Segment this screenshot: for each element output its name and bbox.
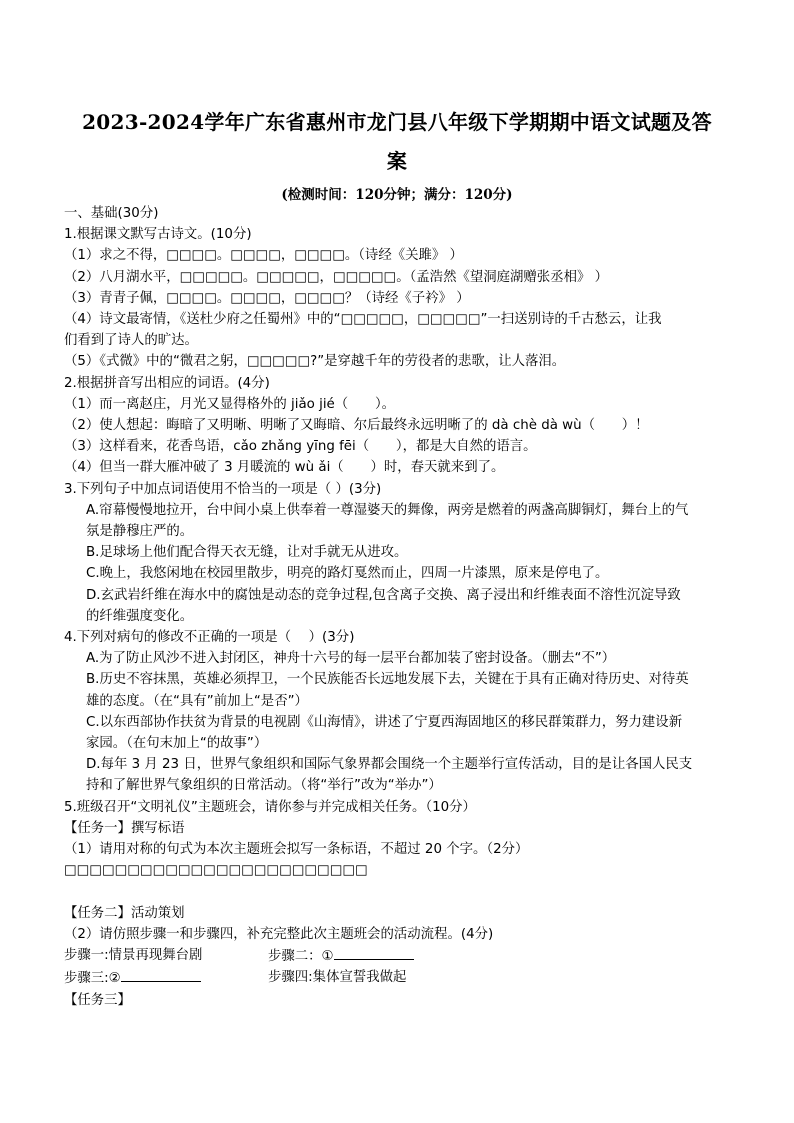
question-item: （3）青青子佩，□□□□。□□□□，□□□□？（诗经《子衿》 ） [64, 290, 470, 306]
question-4: 4.下列对病句的修改不正确的一项是（ ）(3分) [64, 630, 355, 646]
question-3: 3.下列句子中加点词语使用不恰当的一项是（ ）(3分) [64, 481, 382, 497]
steps-row-2 [64, 967, 734, 989]
exam-info: (检测时间：120分钟；满分：120分) [281, 187, 513, 203]
option-b: B.历史不容抹黑，英雄必须捍卫，一个民族能否长远地发展下去，关键在于具有正确对待历史、对待英 [86, 672, 689, 688]
question-item: （2）使人想起：晦暗了又明晰、明晰了又晦暗、尔后最终永远明晰了的 dà chè dà wù（ ）！ [64, 418, 649, 434]
option-c-continued: 家园。（在句末加上“的故事”） [86, 736, 268, 752]
option-a: A.为了防止风沙不进入封闭区，神舟十六号的每一层平台都加装了密封设备。（删去“不”） [86, 651, 616, 667]
step-4: 步骤四:集体宣誓我做起 [268, 970, 407, 986]
option-a-continued: 氛是静穆庄严的。 [86, 524, 194, 540]
question-item: （2）八月湖水平，□□□□□。□□□□□，□□□□□。（孟浩然《望洞庭湖赠张丞相》 ） [64, 269, 609, 285]
step-3 [64, 967, 268, 989]
step-3-label: 步骤三:② [64, 971, 121, 987]
option-d: D.每年 3 月 23 日，世界气象组织和国际气象界都会围绕一个主题举行宣传活动，目的是让各国人民支 [86, 757, 693, 773]
steps-row-1 [64, 945, 734, 967]
task-2-prompt: （2）请仿照步骤一和步骤四，补充完整此次主题班会的活动流程。(4分) [64, 926, 494, 942]
question-item: （4）诗文最寄情，《送杜少府之任蜀州》中的“□□□□□，□□□□□”一扫送别诗的千古愁云，让我 [64, 312, 662, 328]
question-item: （4）但当一群大雁冲破了 3 月暖流的 wù ǎi（ ）时，春天就来到了。 [64, 460, 505, 476]
option-b-continued: 雄的态度。（在“具有”前加上“是否”） [86, 693, 308, 709]
option-d-continued: 持和了解世界气象组织的日常活动。（将“举行”改为“举办”） [86, 778, 442, 794]
answer-boxes: □□□□□□□□□□□□□□□□□□□□□□□□ [64, 863, 368, 879]
document-body [64, 203, 734, 1011]
question-2: 2.根据拼音写出相应的词语。(4分) [64, 375, 270, 391]
option-a: A.帘幕慢慢地拉开，台中间小桌上供奉着一尊湿婆天的舞像，两旁是燃着的两盏高脚铜灯，舞台上的气 [86, 502, 689, 518]
step-1: 步骤一:情景再现舞台剧 [64, 948, 203, 964]
task-2-heading: 【任务二】活动策划 [64, 905, 185, 921]
task-3-heading: 【任务三】 [64, 992, 131, 1008]
answer-blank[interactable] [121, 967, 201, 982]
task-1-heading: 【任务一】撰写标语 [64, 820, 185, 836]
spacer [64, 882, 734, 903]
question-5: 5.班级召开“文明礼仪”主题班会，请你参与并完成相关任务。（10分） [64, 799, 476, 815]
question-item: （1）求之不得，□□□□。□□□□，□□□□。（诗经《关雎》 ） [64, 248, 463, 264]
question-item: （3）这样看来，花香鸟语，cǎo zhǎng yīng fēi（ ），都是大自然的语言。 [64, 439, 537, 455]
option-c: C.晚上，我悠闲地在校园里散步，明亮的路灯戛然而止，四周一片漆黑，原来是停电了。 [86, 566, 609, 582]
option-c: C.以东西部协作扶贫为背景的电视剧《山海情》，讲述了宁夏西海固地区的移民群策群力，努力建设新 [86, 714, 683, 730]
question-item-continued: 们看到了诗人的旷达。 [64, 333, 198, 349]
document-title-continued: 案 [386, 149, 408, 173]
step-2-label: 步骤二：① [268, 949, 334, 965]
answer-blank[interactable] [334, 945, 414, 960]
document-title: 2023-2024学年广东省惠州市龙门县八年级下学期期中语文试题及答 [82, 110, 712, 134]
step-2 [268, 945, 414, 967]
option-d: D.玄武岩纤维在海水中的腐蚀是动态的竞争过程,包含离子交换、离子浸出和纤维表面不溶性沉淀导致 [86, 587, 681, 603]
section-heading: 一、基础(30分) [64, 206, 159, 221]
question-item: （1）而一离赵庄，月光又显得格外的 jiǎo jié（ ）。 [64, 396, 396, 412]
question-1: 1.根据课文默写古诗文。(10分) [64, 227, 252, 243]
question-item: （5）《式微》中的“微君之躬，□□□□□?”是穿越千年的劳役者的悲歌，让人落泪。 [64, 354, 566, 370]
option-b: B.足球场上他们配合得天衣无缝，让对手就无从进攻。 [86, 545, 408, 561]
task-1-prompt: （1）请用对称的句式为本次主题班会拟写一条标语，不超过 20 个字。（2分） [64, 842, 529, 858]
option-d-continued: 的纤维强度变化。 [86, 608, 194, 624]
